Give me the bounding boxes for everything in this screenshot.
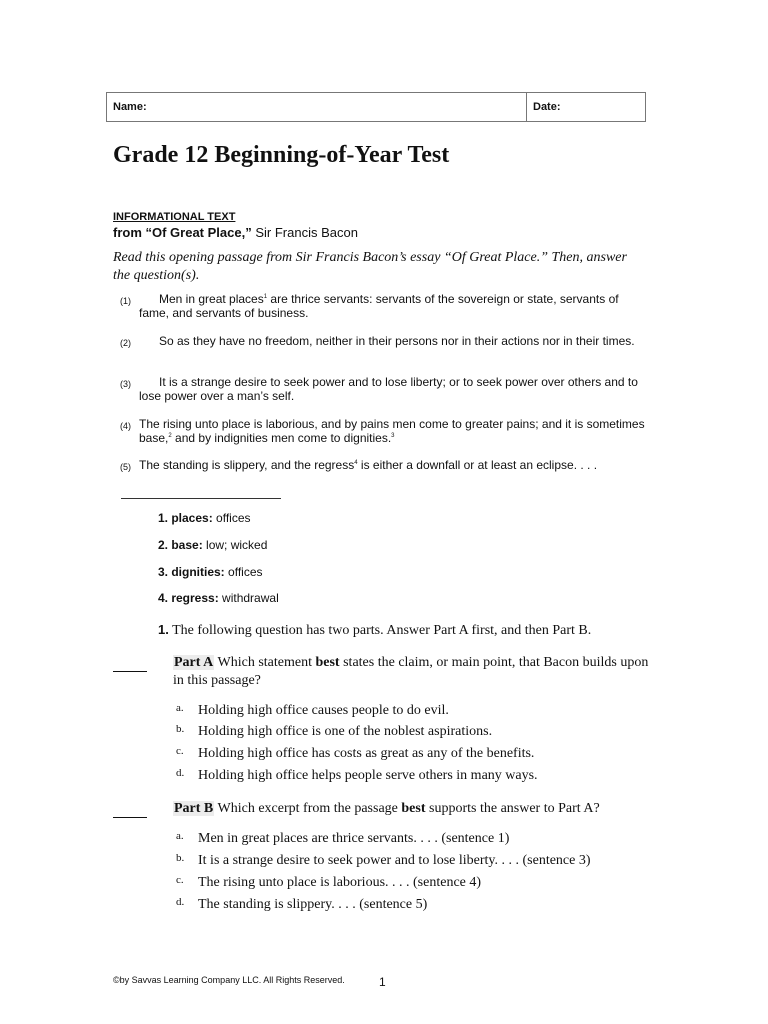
date-field[interactable] [527,93,645,121]
passage-sentence-3: (3) It is a strange desire to seek power and to lose liberty; or to seek power over others and to lose power over a man’s self. [120,375,638,403]
page-title: Grade 12 Beginning-of-Year Test [113,142,450,168]
part-b-option-b[interactable]: b. It is a strange desire to seek power and to lose liberty. . . . (sentence 3) [176,852,591,868]
footnote-divider [121,498,281,499]
part-a-option-b[interactable]: b. Holding high office is one of the noblest aspirations. [176,723,493,739]
part-a-option-a[interactable]: a. Holding high office causes people to do evil. [176,702,449,718]
passage-sentence-1: (1) Men in great places$^1$ are thrice servants: servants of the sovereign or state, servants of fame, and servants of business. [120,292,619,320]
part-b-option-a[interactable]: a. Men in great places are thrice servants. . . . (sentence 1) [176,830,510,846]
passage-sentence-2: (2) So as they have no freedom, neither in their persons nor in their actions nor in their times. [120,334,635,348]
copyright-notice: ©by Savvas Learning Company LLC. All Rights Reserved. [113,975,345,985]
name-date-box [106,92,646,122]
part-b-prompt: Part B Which excerpt from the passage best supports the answer to Part A? [174,801,600,816]
footnote-2: 2. base: low; wicked [158,538,268,552]
part-b-label: Part B [174,801,214,816]
date-label: Date: [533,101,561,113]
part-a-option-d[interactable]: d. Holding high office helps people serve others in many ways. [176,767,538,783]
passage-sentence-4: (4) The rising unto place is laborious, and by pains men come to greater pains; and it is sometimes base,$^2$ and by indignities men come to dignities.$^3$ [120,417,645,445]
intro-instructions: Read this opening passage from Sir Francis Bacon’s essay “Of Great Place.” Then, answer the question(s). [113,250,627,283]
sentence-number: (2) [120,338,131,348]
part-b-option-d[interactable]: d. The standing is slippery. . . . (sentence 5) [176,896,428,912]
part-a-option-c[interactable]: c. Holding high office has costs as great as any of the benefits. [176,745,535,761]
name-field[interactable] [107,93,527,121]
passage-sentence-5: (5) The standing is slippery, and the regress$^4$ is either a downfall or at least an eclipse. . . . [120,458,598,472]
page-number: 1 [379,975,386,989]
part-b-option-c[interactable]: c. The rising unto place is laborious. . . . (sentence 4) [176,874,482,890]
part-b-answer-blank[interactable] [113,817,147,818]
source-author: Sir Francis Bacon [255,225,358,240]
part-a-answer-blank[interactable] [113,671,147,672]
footnote-1: 1. places: offices [158,511,251,525]
question-text: The following question has two parts. Answer Part A first, and then Part B. [172,623,592,638]
name-label: Name: [113,101,147,113]
sentence-number: (3) [120,379,131,389]
footnote-4: 4. regress: withdrawal [158,591,279,605]
sentence-number: (4) [120,421,131,431]
section-kicker: INFORMATIONAL TEXT [113,211,236,223]
part-a-label: Part A [174,655,214,670]
source-title: from “Of Great Place,” [113,225,252,240]
sentence-number: (1) [120,296,131,306]
question-1 [158,622,591,639]
sentence-number: (5) [120,462,131,472]
question-number: 1. [158,622,169,637]
footnote-3: 3. dignities: offices [158,565,263,579]
source-line [113,225,358,240]
part-a-prompt: Part A Which statement best states the claim, or main point, that Bacon builds upon in this passage? [173,655,649,688]
